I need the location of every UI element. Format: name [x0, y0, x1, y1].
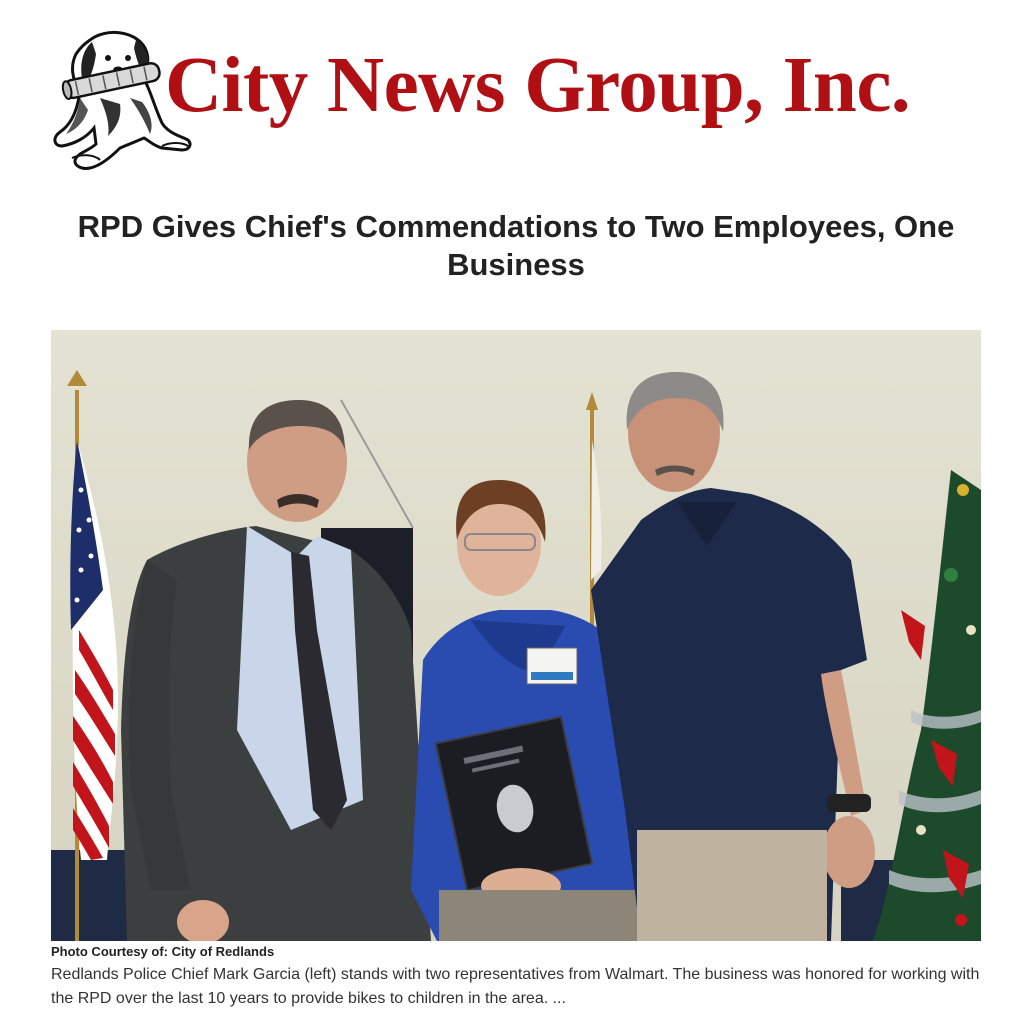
- brand-name[interactable]: City News Group, Inc.: [165, 42, 911, 129]
- masthead: [50, 28, 980, 178]
- photo-credit: Photo Courtesy of: City of Redlands: [51, 944, 275, 959]
- article-photo: [51, 330, 981, 941]
- photo-caption: Redlands Police Chief Mark Garcia (left) stands with two representatives from Walmart. The business was honored for working with the RPD over the last 10 years to provide bikes to children in the area. ...: [51, 966, 980, 1007]
- article-title: RPD Gives Chief's Commendations to Two Employees, One Business: [77, 209, 955, 282]
